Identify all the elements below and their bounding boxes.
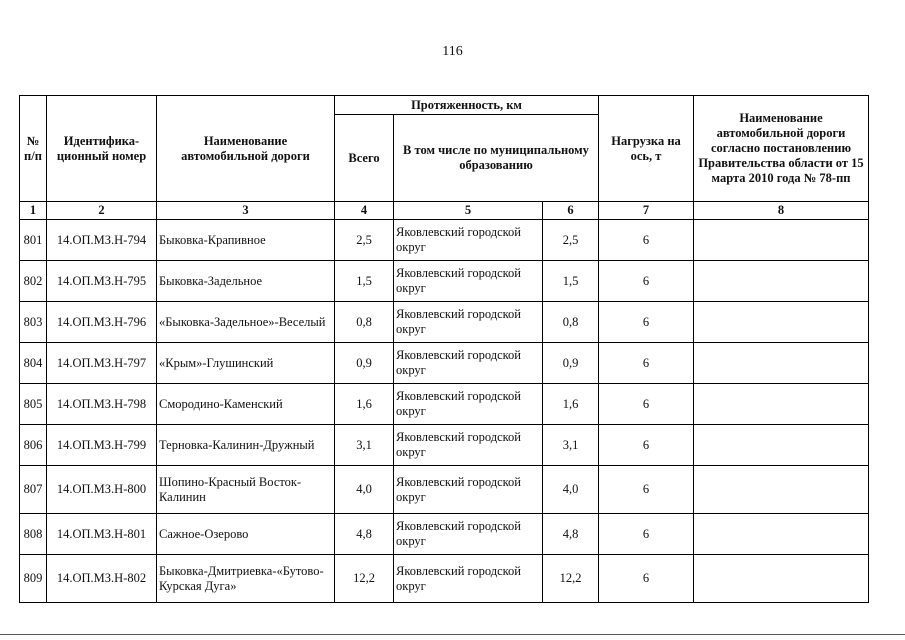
table-row (20, 514, 869, 555)
cell-municipality: Яковлевский городской округ (394, 384, 543, 425)
cell-resolution-name (694, 343, 869, 384)
index-cell: 3 (157, 202, 335, 220)
cell-total: 4,8 (335, 514, 394, 555)
table-row (20, 302, 869, 343)
cell-axle-load: 6 (599, 302, 694, 343)
cell-resolution-name (694, 425, 869, 466)
cell-resolution-name (694, 555, 869, 603)
index-cell: 7 (599, 202, 694, 220)
cell-num: 801 (20, 220, 47, 261)
cell-municipality: Яковлевский городской округ (394, 302, 543, 343)
cell-id: 14.ОП.МЗ.Н-797 (47, 343, 157, 384)
table-row (20, 425, 869, 466)
cell-num: 808 (20, 514, 47, 555)
cell-id: 14.ОП.МЗ.Н-799 (47, 425, 157, 466)
index-cell: 2 (47, 202, 157, 220)
cell-id: 14.ОП.МЗ.Н-794 (47, 220, 157, 261)
cell-total: 0,8 (335, 302, 394, 343)
cell-axle-load: 6 (599, 384, 694, 425)
cell-resolution-name (694, 384, 869, 425)
roads-table (19, 95, 869, 603)
index-row (20, 202, 869, 220)
cell-resolution-name (694, 261, 869, 302)
header-including: В том числе по муниципальному образованию (394, 115, 599, 202)
cell-municipality: Яковлевский городской округ (394, 514, 543, 555)
cell-road-name: Быковка-Дмитриевка-«Бутово-Курская Дуга» (157, 555, 335, 603)
index-cell: 4 (335, 202, 394, 220)
cell-id: 14.ОП.МЗ.Н-800 (47, 466, 157, 514)
header-id: Идентифика- ционный номер (47, 96, 157, 202)
cell-axle-load: 6 (599, 261, 694, 302)
cell-axle-load: 6 (599, 466, 694, 514)
cell-resolution-name (694, 220, 869, 261)
cell-total: 2,5 (335, 220, 394, 261)
cell-id: 14.ОП.МЗ.Н-798 (47, 384, 157, 425)
cell-axle-load: 6 (599, 514, 694, 555)
cell-muni-length: 12,2 (543, 555, 599, 603)
cell-total: 4,0 (335, 466, 394, 514)
cell-axle-load: 6 (599, 343, 694, 384)
table-row (20, 261, 869, 302)
cell-id: 14.ОП.МЗ.Н-802 (47, 555, 157, 603)
cell-num: 803 (20, 302, 47, 343)
cell-municipality: Яковлевский городской округ (394, 466, 543, 514)
cell-muni-length: 0,9 (543, 343, 599, 384)
table-row (20, 384, 869, 425)
header-axle-load: Нагрузка на ось, т (599, 96, 694, 202)
cell-id: 14.ОП.МЗ.Н-796 (47, 302, 157, 343)
cell-muni-length: 4,8 (543, 514, 599, 555)
index-cell: 8 (694, 202, 869, 220)
cell-road-name: Быковка-Крапивное (157, 220, 335, 261)
cell-total: 1,5 (335, 261, 394, 302)
page-bottom-divider (0, 634, 905, 635)
cell-municipality: Яковлевский городской округ (394, 425, 543, 466)
cell-resolution-name (694, 302, 869, 343)
cell-num: 809 (20, 555, 47, 603)
cell-id: 14.ОП.МЗ.Н-801 (47, 514, 157, 555)
table-row (20, 220, 869, 261)
cell-total: 1,6 (335, 384, 394, 425)
cell-road-name: «Быковка-Задельное»-Веселый (157, 302, 335, 343)
cell-axle-load: 6 (599, 425, 694, 466)
cell-municipality: Яковлевский городской округ (394, 220, 543, 261)
cell-muni-length: 4,0 (543, 466, 599, 514)
cell-municipality: Яковлевский городской округ (394, 261, 543, 302)
index-cell: 1 (20, 202, 47, 220)
header-total: Всего (335, 115, 394, 202)
cell-num: 804 (20, 343, 47, 384)
index-cell: 5 (394, 202, 543, 220)
cell-muni-length: 1,6 (543, 384, 599, 425)
cell-resolution-name (694, 514, 869, 555)
cell-axle-load: 6 (599, 555, 694, 603)
cell-num: 802 (20, 261, 47, 302)
cell-muni-length: 1,5 (543, 261, 599, 302)
header-resolution-name: Наименование автомобильной дороги согласно постановлению Правительства области от 15 марта 2010 года № 78-пп (694, 96, 869, 202)
cell-road-name: Сажное-Озерово (157, 514, 335, 555)
cell-num: 806 (20, 425, 47, 466)
header-num: № п/п (20, 96, 47, 202)
cell-total: 3,1 (335, 425, 394, 466)
cell-muni-length: 0,8 (543, 302, 599, 343)
header-road-name: Наименование автомобильной дороги (157, 96, 335, 202)
table-row (20, 343, 869, 384)
cell-municipality: Яковлевский городской округ (394, 555, 543, 603)
cell-municipality: Яковлевский городской округ (394, 343, 543, 384)
cell-road-name: Смородино-Каменский (157, 384, 335, 425)
cell-id: 14.ОП.МЗ.Н-795 (47, 261, 157, 302)
cell-road-name: Быковка-Задельное (157, 261, 335, 302)
page-number: 116 (442, 44, 463, 59)
cell-muni-length: 2,5 (543, 220, 599, 261)
table-row (20, 466, 869, 514)
cell-road-name: «Крым»-Глушинский (157, 343, 335, 384)
cell-resolution-name (694, 466, 869, 514)
table-row (20, 555, 869, 603)
cell-road-name: Терновка-Калинин-Дружный (157, 425, 335, 466)
cell-num: 805 (20, 384, 47, 425)
cell-muni-length: 3,1 (543, 425, 599, 466)
cell-total: 12,2 (335, 555, 394, 603)
header-length-group: Протяженность, км (335, 96, 599, 115)
index-cell: 6 (543, 202, 599, 220)
cell-total: 0,9 (335, 343, 394, 384)
cell-road-name: Шопино-Красный Восток-Калинин (157, 466, 335, 514)
cell-num: 807 (20, 466, 47, 514)
cell-axle-load: 6 (599, 220, 694, 261)
